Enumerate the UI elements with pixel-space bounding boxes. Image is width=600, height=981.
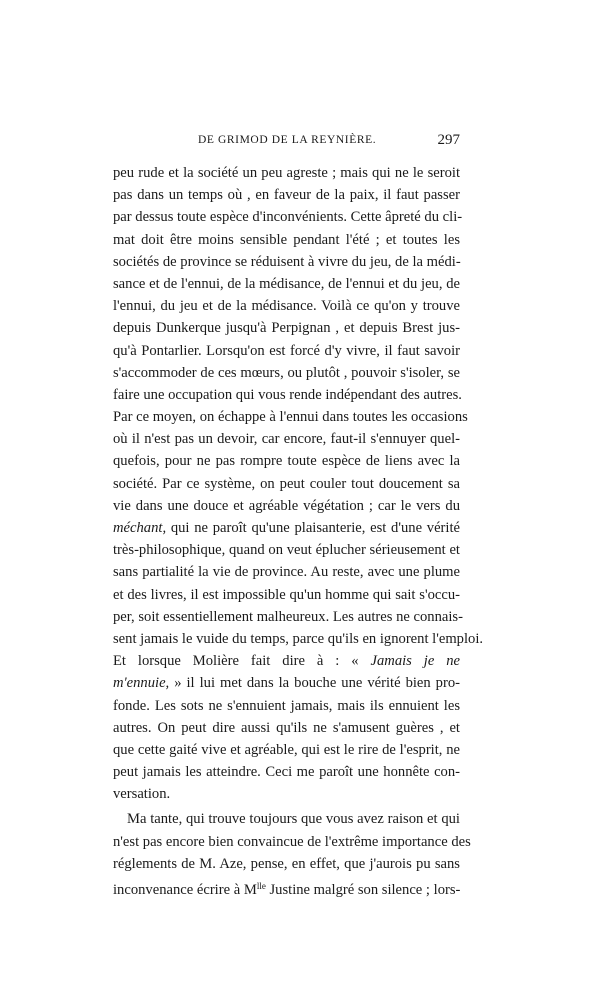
text-line: s'accommoder de ces mœurs, ou plutôt , pouvoir s'isoler, se (113, 364, 460, 381)
text-line: où il n'est pas un devoir, car encore, faut-il s'ennuyer quel- (113, 431, 460, 448)
italic-word-mechant: méchant, (113, 520, 167, 536)
body-text (113, 162, 484, 898)
text-line-justine (113, 875, 460, 897)
line-rest: » il lui met dans la bouche une vérité bien pro- (169, 675, 460, 692)
line-start: Et lorsque Molière fait dire à : « (113, 653, 371, 670)
text-line: l'ennui, du jeu et de la médisance. Voilà ce qu'on y trouve (113, 298, 460, 315)
text-line: pas dans un temps où , en faveur de la paix, il faut passer (113, 187, 460, 204)
text-line: autres. On peut dire aussi qu'ils ne s'amusent guères , et (113, 719, 460, 736)
text-line: sance et de l'ennui, de la médisance, de l'ennui et du jeu, de (113, 275, 460, 292)
text-line: très-philosophique, quand on veut éplucher sérieusement et (113, 542, 460, 559)
text-line: per, soit essentiellement malheureux. Les autres ne connais- (113, 608, 463, 625)
text-line: sans partialité la vie de province. Au reste, avec une plume (113, 564, 460, 581)
superscript-lle: lle (256, 881, 266, 891)
text-line: fonde. Les sots ne s'ennuient jamais, mais ils ennuient les (113, 697, 460, 714)
text-line: peut jamais les atteindre. Ceci me paroît une honnête con- (113, 764, 460, 781)
running-title: DE GRIMOD DE LA REYNIÈRE. (198, 134, 377, 146)
text-line: versation. (113, 786, 171, 803)
text-line: et des livres, il est impossible qu'un homme qui sait s'occu- (113, 586, 460, 603)
text-line: n'est pas encore bien convaincue de l'extrême importance des (113, 833, 471, 850)
text-line: quefois, pour ne pas rompre toute espèce de liens avec la (113, 453, 460, 470)
text-line: réglements de M. Aze, pense, en effet, que j'aurois pu sans (113, 855, 460, 872)
text-line: société. Par ce système, on peut couler tout doucement sa (113, 475, 460, 492)
paragraph-2 (113, 808, 471, 898)
page-number: 297 (437, 132, 460, 148)
text-line: mat doit être moins sensible pendant l'été ; et toutes les (113, 231, 460, 248)
line-start: inconvenance écrire à M (113, 882, 257, 898)
running-head (198, 132, 460, 152)
text-line-ennuie (113, 672, 460, 694)
paragraph-1 (113, 162, 484, 805)
text-line-moliere (113, 650, 460, 672)
line-rest: qui ne paroît qu'une plaisanterie, est d'une vérité (166, 520, 460, 536)
text-line: que cette gaité vive et agréable, qui est le rire de l'esprit, ne (113, 741, 460, 758)
text-line: par dessus toute espèce d'inconvénients. Cette âpreté du cli- (113, 209, 463, 226)
text-line: sent jamais le vuide du temps, parce qu'ils en ignorent l'emploi. (113, 630, 484, 647)
text-line: qu'à Pontarlier. Lorsqu'on est forcé d'y vivre, il faut savoir (113, 342, 460, 359)
text-line: Par ce moyen, on échappe à l'ennui dans toutes les occasions (113, 409, 468, 426)
line-rest: Justine malgré son silence ; lors- (265, 882, 461, 898)
text-line: Ma tante, qui trouve toujours que vous avez raison et qui (127, 811, 460, 828)
text-line: peu rude et la société un peu agreste ; mais qui ne le seroit (113, 165, 460, 181)
text-line: sociétés de province se réduisent à vivre du jeu, de la médi- (113, 253, 461, 270)
text-line-mechant (113, 517, 460, 539)
text-line: vie dans une douce et agréable végétation ; car le vers du (113, 497, 460, 514)
text-line: depuis Dunkerque jusqu'à Perpignan , et depuis Brest jus- (113, 320, 460, 337)
italic-quote-start: Jamais je ne (370, 653, 461, 670)
text-line: faire une occupation qui vous rende indépendant des autres. (113, 386, 462, 403)
italic-quote-end: m'ennuie, (113, 675, 170, 692)
